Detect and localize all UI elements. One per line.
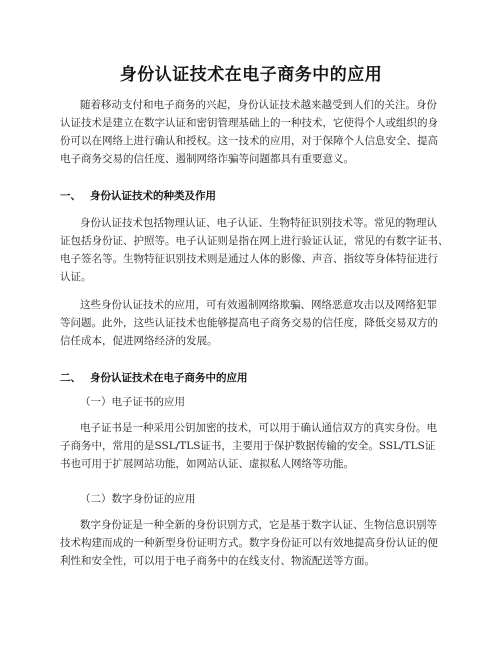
text-line: 随着移动支付和电子商务的兴起，身份认证技术越来越受到人们的关注。身份 [80,99,437,111]
text-line: 身份认证技术包括物理认证、电子认证、生物特征识别技术等。常见的物理认 [80,217,437,229]
section-heading-2 [60,370,248,385]
text-line: 书也可用于扩展网站功能，如网站认证、虚拟私人网络等功能。 [60,458,354,470]
text-line: 电子证书是一种采用公钥加密的技术，可以用于确认通信双方的真实身份。电 [80,422,437,434]
text-line: 认证技术是建立在数字认证和密钥管理基础上的一种技术，它使得个人或组织的身 [60,117,438,129]
section-number: 一、 [60,190,81,202]
text-line: 电子签名等。生物特征识别技术则是通过人体的影像、声音、指纹等身体特征进行 [60,253,438,265]
text-line: 子商务中，常用的是SSL/TLS证书，主要用于保护数据传输的安全。SSL/TLS证 [60,440,436,452]
text-line: 份可以在网络上进行确认和授权。这一技术的应用，对于保障个人信息安全、提高 [60,135,438,147]
text-line: 认证。 [60,271,92,283]
subsection-heading-2: （二）数字身份证的应用 [80,493,196,505]
text-line: 技术构建而成的一种新型身份证明方式。数字身份证可以有效地提高身份认证的便 [60,537,438,549]
section1-paragraph-1 [60,214,450,286]
text-line: 证包括身份证、护照等。电子认证则是指在网上进行验证认证，常见的有数字证书、 [60,235,449,247]
text-line: 利性和安全性，可以用于电子商务中的在线支付、物流配送等方面。 [60,555,375,567]
text-line: 数字身份证是一种全新的身份识别方式，它是基于数字认证、生物信息识别等 [80,519,437,531]
section-title: 身份认证技术的种类及作用 [90,190,216,202]
subsection2-paragraph [60,516,450,570]
section-heading-1 [60,188,216,203]
intro-paragraph [60,96,450,168]
text-line: 电子商务交易的信任度、遏制网络诈骗等问题都具有重要意义。 [60,153,354,165]
section1-paragraph-2 [60,296,450,350]
text-line: 这些身份认证技术的应用，可有效遏制网络欺骗、网络恶意攻击以及网络犯罪 [80,299,437,311]
document-title: 身份认证技术在电子商务中的应用 [119,65,383,85]
subsection1-paragraph [60,419,450,473]
text-line: 信任成本，促进网络经济的发展。 [60,335,218,347]
section-number: 二、 [60,372,81,384]
section-title: 身份认证技术在电子商务中的应用 [90,372,248,384]
text-line: 等问题。此外，这些认证技术也能够提高电子商务交易的信任度，降低交易双方的 [60,317,438,329]
subsection-heading-1: （一）电子证书的应用 [80,396,185,408]
